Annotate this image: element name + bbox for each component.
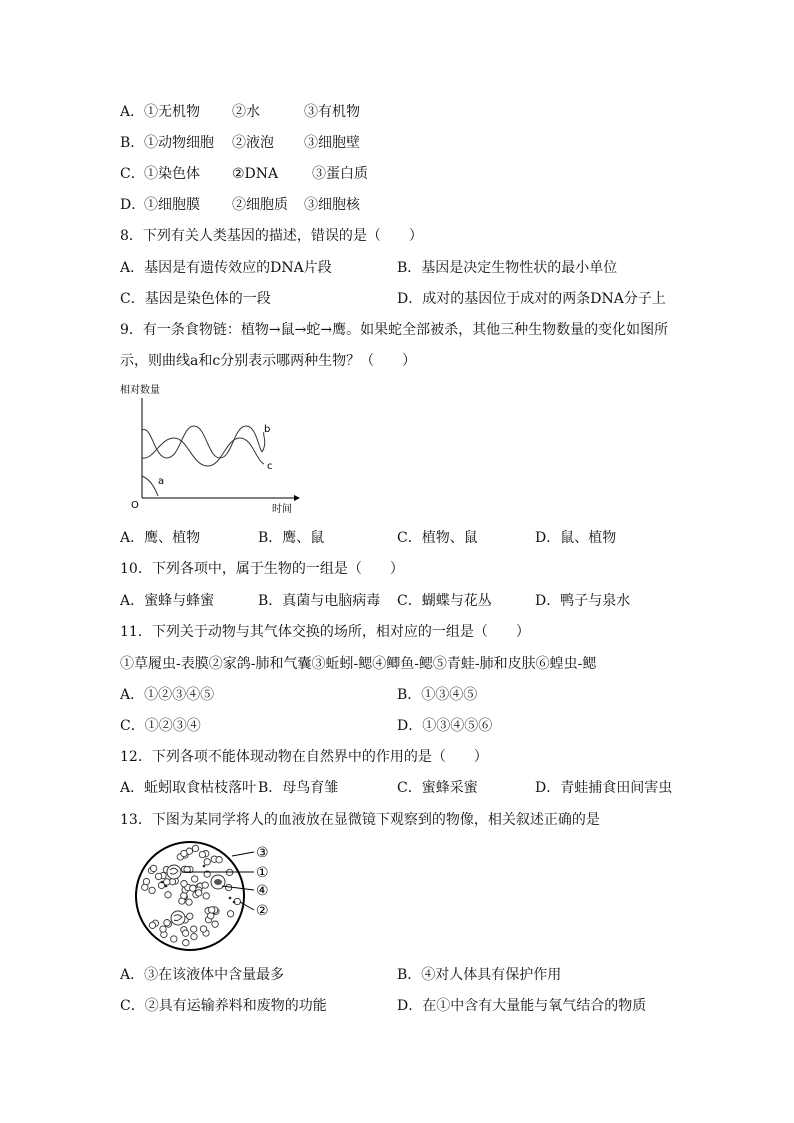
q13-option-d: D．在①中含有大量能与氧气结合的物质	[397, 998, 647, 1014]
curve-c	[142, 438, 264, 466]
red-blood-cell	[212, 921, 218, 927]
red-blood-cell	[191, 926, 197, 932]
q9-stem-line2: 示，则曲线a和c分别表示哪两种生物？（ ）	[120, 353, 417, 369]
red-blood-cell	[171, 936, 177, 942]
red-blood-cell	[203, 893, 209, 899]
q10-option-d: D．鸭子与泉水	[535, 593, 631, 609]
label-4: ④	[256, 883, 269, 899]
x-axis-label: 时间	[272, 504, 292, 515]
curve-b	[142, 426, 262, 458]
blood-smear-diagram	[132, 838, 282, 958]
red-blood-cell	[143, 878, 149, 884]
q7-option-d: D． ①细胞膜 ②细胞质 ③细胞核	[120, 197, 360, 213]
red-blood-cell	[182, 930, 188, 936]
red-blood-cell	[196, 890, 202, 896]
red-blood-cell	[204, 859, 210, 865]
red-blood-cell	[209, 907, 215, 913]
red-blood-cell	[181, 850, 187, 856]
q9-option-d: D．鼠、植物	[535, 530, 617, 546]
q10-option-c: C．蝴蝶与花丛	[397, 593, 492, 609]
red-blood-cells	[142, 845, 241, 946]
q13-option-b: B．④对人体具有保护作用	[397, 967, 562, 983]
q8-option-d: D．成对的基因位于成对的两条DNA分子上	[397, 291, 666, 307]
red-blood-cell	[155, 873, 161, 879]
curve-c-label: c	[267, 461, 273, 472]
q10-option-a: A．蜜蜂与蜂蜜	[120, 593, 215, 609]
red-blood-cell	[183, 940, 189, 946]
red-blood-cell	[165, 892, 171, 898]
q12-option-d: D．青蛙捕食田间害虫	[535, 780, 673, 796]
red-blood-cell	[181, 881, 187, 887]
white-blood-cell-1	[167, 865, 181, 879]
red-blood-cell	[200, 926, 206, 932]
red-blood-cell	[202, 882, 208, 888]
q10-option-b: B．真菌与电脑病毒	[258, 593, 381, 609]
q7-option-a: A． ①无机物 ②水 ③有机物	[120, 104, 360, 120]
label-1: ①	[256, 865, 269, 881]
q8-stem: 8．下列有关人类基因的描述，错误的是（ ）	[120, 228, 423, 244]
red-blood-cell	[149, 887, 155, 893]
q11-option-a: A．①②③④⑤	[120, 687, 215, 703]
origin-label: O	[131, 500, 139, 511]
q13-option-a: A．③在该液体中含量最多	[120, 967, 285, 983]
q12-option-b: B．母鸟育雏	[258, 780, 339, 796]
curve-a	[142, 476, 158, 496]
red-blood-cell	[192, 876, 198, 882]
q9-option-a: A．鹰、植物	[120, 530, 201, 546]
red-blood-cell	[190, 885, 196, 891]
red-blood-cell	[192, 845, 198, 851]
q11-option-b: B．①③④⑤	[397, 687, 478, 703]
x-axis-arrow	[294, 495, 300, 501]
q7-option-b: B． ①动物细胞 ②液泡 ③细胞壁	[120, 135, 360, 151]
q12-stem: 12．下列各项不能体现动物在自然界中的作用的是（ ）	[120, 749, 488, 765]
red-blood-cell	[227, 911, 233, 917]
q8-option-c: C．基因是染色体的一段	[120, 291, 271, 307]
curve-a-label: a	[158, 476, 165, 487]
microscope-field	[136, 842, 244, 950]
q7-option-c: C． ①染色体 ②DNA ③蛋白质	[120, 166, 368, 182]
q10-stem: 10．下列各项中，属于生物的一组是（ ）	[120, 561, 404, 577]
white-blood-cell-2	[211, 875, 225, 889]
label-2: ②	[256, 903, 269, 919]
red-blood-cell	[164, 879, 170, 885]
red-blood-cell	[187, 913, 193, 919]
q9-option-c: C．植物、鼠	[397, 530, 478, 546]
q12-option-a: A．蚯蚓取食枯枝落叶	[120, 780, 257, 796]
white-blood-cell-3	[171, 911, 185, 925]
leader-line-3	[232, 852, 254, 856]
red-blood-cell	[208, 913, 214, 919]
q9-stem-line1: 9．有一条食物链：植物→鼠→蛇→鹰。如果蛇全部被杀，其他三种生物数量的变化如图所	[120, 322, 669, 338]
red-blood-cell	[149, 922, 155, 928]
q8-option-a: A．基因是有遗传效应的DNA片段	[120, 260, 332, 276]
red-blood-cell	[150, 865, 156, 871]
red-blood-cell	[216, 857, 222, 863]
q13-option-c: C．②具有运输养料和废物的功能	[120, 998, 327, 1014]
q11-stem: 11．下列关于动物与其气体交换的场所，相对应的一组是（ ）	[120, 624, 530, 640]
q9-option-b: B．鹰、鼠	[258, 530, 325, 546]
red-blood-cell	[191, 933, 197, 939]
red-blood-cell	[160, 926, 166, 932]
red-blood-cell	[186, 899, 192, 905]
q12-option-c: C．蜜蜂采蜜	[397, 780, 478, 796]
q8-option-b: B．基因是决定生物性状的最小单位	[397, 260, 618, 276]
red-blood-cell	[199, 851, 205, 857]
curve-b-tail	[262, 432, 265, 452]
q11-items: ①草履虫-表膜②家鸽-肺和气囊③蚯蚓-鳃④鲫鱼-鳃⑤青蛙-肺和皮肤⑥蝗虫-鳃	[120, 656, 597, 672]
label-3: ③	[256, 845, 269, 861]
curve-b-label: b	[264, 424, 271, 435]
q13-stem: 13．下图为某同学将人的血液放在显微镜下观察到的物像，相关叙述正确的是	[120, 812, 600, 828]
red-blood-cell	[164, 920, 170, 926]
population-chart	[112, 380, 302, 520]
q11-option-c: C．①②③④	[120, 718, 201, 734]
y-axis-label: 相对数量	[120, 385, 160, 396]
q11-option-d: D．①③④⑤⑥	[397, 718, 493, 734]
